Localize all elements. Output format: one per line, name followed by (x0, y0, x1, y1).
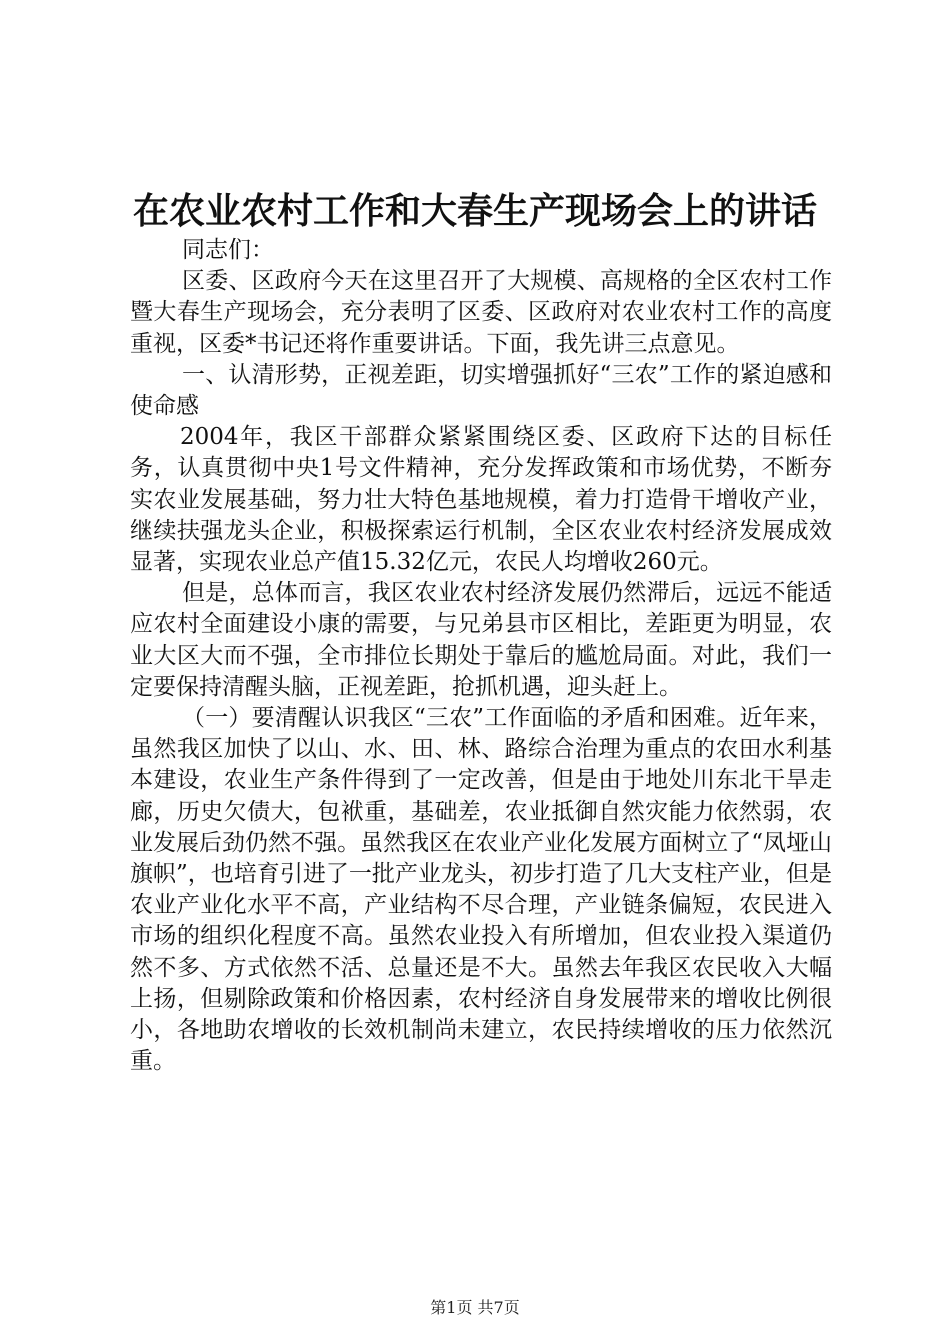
paragraph-intro: 区委、区政府今天在这里召开了大规模、高规格的全区农村工作暨大春生产现场会，充分表明了区委、区政府对农业农村工作的高度重视，区委*书记还将作重要讲话。下面，我先讲三点意见。 (130, 268, 832, 357)
document-title: 在农业农村工作和大春生产现场会上的讲话 (132, 190, 817, 232)
page-number: 第1页 共7页 (430, 1298, 520, 1317)
document-body (130, 235, 832, 1077)
paragraph-difficulties: （一）要清醒认识我区“三农”工作面临的矛盾和困难。近年来，虽然我区加快了以山、水、田、林、路综合治理为重点的农田水利基本建设，农业生产条件得到了一定改善，但是由于地处川东北干旱走廊，历史欠债大，包袱重，基础差，农业抵御自然灾能力依然弱，农业发展后劲仍然不强。虽然我区在农业产业化发展方面树立了“凤垭山旗帜”，也培育引进了一批产业龙头，初步打造了几大支柱产业，但是农业产业化水平不高，产业结构不尽合理，产业链条偏短，农民进入市场的组织化程度不高。虽然农业投入有所增加，但农业投入渠道仍然不多、方式依然不活、总量还是不大。虽然去年我区农民收入大幅上扬，但剔除政策和价格因素，农村经济自身发展带来的增收比例很小，各地助农增收的长效机制尚未建立，农民持续增收的压力依然沉重。 (130, 705, 832, 1075)
paragraph-gap: 但是，总体而言，我区农业农村经济发展仍然滞后，远远不能适应农村全面建设小康的需要，与兄弟县市区相比，差距更为明显，农业大区大而不强，全市排位长期处于靠后的尴尬局面。对此，我们一定要保持清醒头脑，正视差距，抢抓机遇，迎头赶上。 (130, 580, 832, 700)
paragraph-achievements: 2004年，我区干部群众紧紧围绕区委、区政府下达的目标任务，认真贯彻中央1号文件精神，充分发挥政策和市场优势，不断夯实农业发展基础，努力壮大特色基地规模，着力打造骨干增收产业，继续扶强龙头企业，积极探索运行机制，全区农业农村经济发展成效显著，实现农业总产值15.32亿元，农民人均增收260元。 (130, 424, 832, 576)
section-heading-one: 一、认清形势，正视差距，切实增强抓好“三农”工作的紧迫感和使命感 (130, 361, 832, 420)
greeting: 同志们： (182, 237, 274, 263)
